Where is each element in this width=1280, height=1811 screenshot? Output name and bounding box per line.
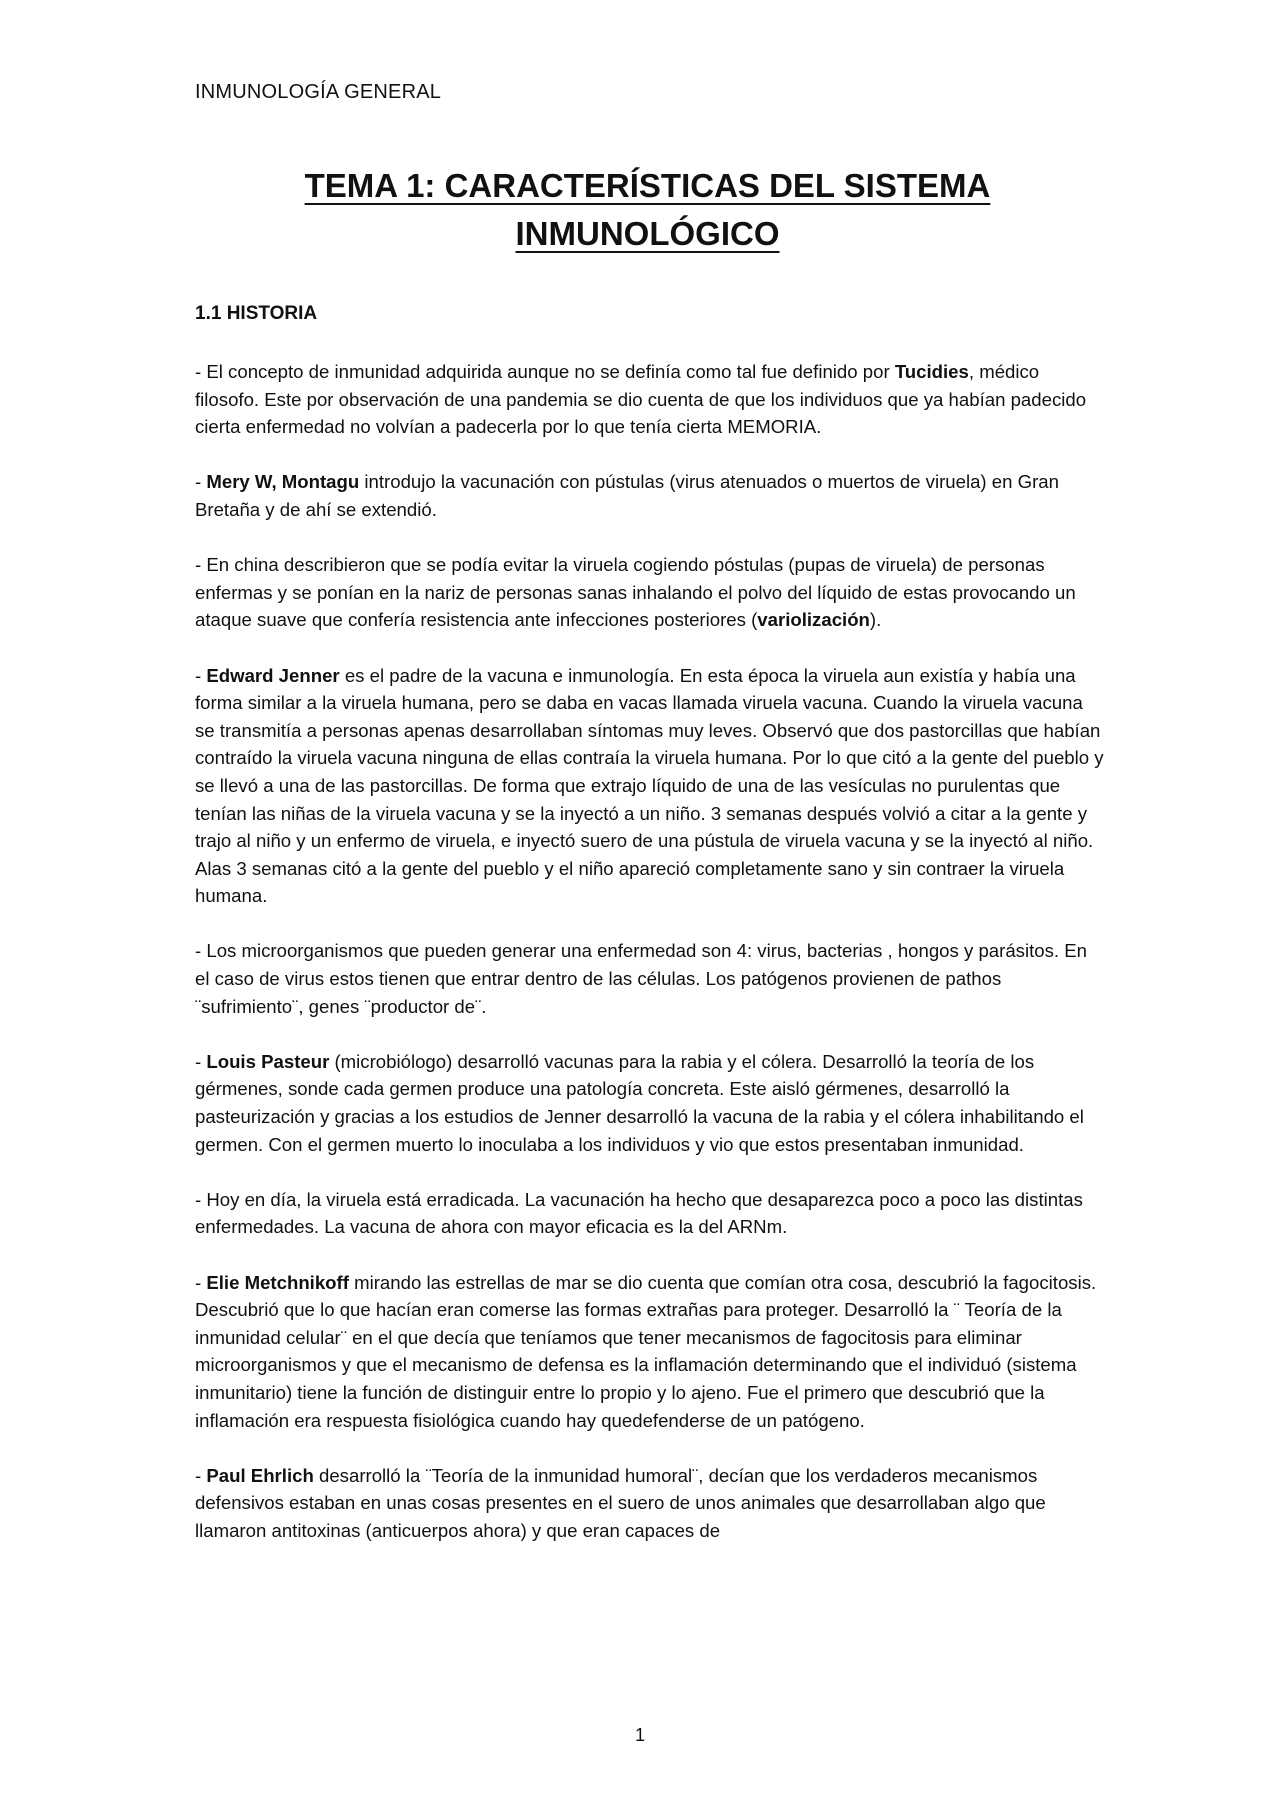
bold-text: Elie Metchnikoff bbox=[206, 1271, 349, 1293]
bold-text: Louis Pasteur bbox=[206, 1050, 330, 1072]
paragraph bbox=[195, 551, 1105, 634]
paragraph bbox=[195, 1048, 1105, 1158]
text-run: , médico filosofo. Este por observación de una pandemia se dio cuenta de que los individuos que ya habían padecido cierta enfermedad no volvían a padecerla por lo que tenía cierta MEMORIA. bbox=[195, 361, 1087, 438]
text-run: - Hoy en día, la viruela está erradicada. La vacunación ha hecho que desaparezca poco a poco las distintas enfermedades. La vacuna de ahora con mayor eficacia es la del ARNm. bbox=[195, 1188, 1083, 1238]
text-run: es el padre de la vacuna e inmunología. En esta época la viruela aun existía y había una forma similar a la viruela humana, pero se daba en vacas llamada viruela vacuna. Cuando la viruela vacuna se transmitía a personas apenas desarrollaban síntomas muy leves. Observó que dos pastorcillas que habían contraído la viruela vacuna ninguna de ellas contraía la viruela humana. Por lo que citó a la gente del pueblo y se llevó a una de las pastorcillas. De forma que extrajo líquido de una de las vesículas no purulentas que tenían las niñas de la viruela vacuna y se la inyectó a un niño. 3 semanas después volvió a citar a la gente y trajo al niño y un enfermo de viruela, e inyectó suero de una pústula de viruela vacuna y se la inyectó al niño. Alas 3 semanas citó a la gente del pueblo y el niño apareció completamente sano y sin contraer la viruela humana. bbox=[195, 664, 1104, 907]
text-run: - El concepto de inmunidad adquirida aunque no se definía como tal fue definido por bbox=[195, 361, 895, 382]
text-run: - En china describieron que se podía evitar la viruela cogiendo póstulas (pupas de viruela) de personas enfermas y se ponían en la nariz de personas sanas inhalando el polvo del líquido de estas provocando un ataque suave que confería resistencia ante infecciones posteriores ( bbox=[195, 554, 1076, 631]
text-run: desarrolló la ¨Teoría de la inmunidad humoral¨, decían que los verdaderos mecanismos defensivos estaban en unas cosas presentes en el suero de unos animales que desarrollaban algo que llamaron antitoxinas (anticuerpos ahora) y que eran capaces de bbox=[195, 1464, 1046, 1541]
body-text bbox=[195, 358, 1105, 1572]
paragraph bbox=[195, 1186, 1105, 1241]
bold-text: Paul Ehrlich bbox=[206, 1464, 314, 1486]
text-run: (microbiólogo) desarrolló vacunas para la rabia y el cólera. Desarrolló la teoría de los gérmenes, sonde cada germen produce una patología concreta. Este aisló gérmenes, desarrolló la pasteurización y gracias a los estudios de Jenner desarrolló la vacuna de la rabia y el cólera inhabilitando el germen. Con el germen muerto lo inoculaba a los individuos y vio que estos presentaban inmunidad. bbox=[195, 1050, 1084, 1155]
section-heading: 1.1 HISTORIA bbox=[195, 303, 318, 324]
paragraph bbox=[195, 1269, 1105, 1435]
paragraph bbox=[195, 358, 1105, 441]
document-title bbox=[195, 162, 1100, 258]
text-run: mirando las estrellas de mar se dio cuenta que comían otra cosa, descubrió la fagocitosis. Descubrió que lo que hacían eran comerse las formas extrañas para proteger. Desarrolló la ¨ Teoría de la inmunidad celular¨ en el que decía que teníamos que tener mecanismos de fagocitosis para eliminar microorganismos y que el mecanismo de defensa es la inflamación determinando que el individuó (sistema inmunitario) tiene la función de distinguir entre lo propio y lo ajeno. Fue el primero que descubrió que la inflamación era respuesta fisiológica cuando hay quedefenderse de un patógeno. bbox=[195, 1271, 1097, 1431]
text-run: - bbox=[195, 471, 207, 493]
text-run: - bbox=[195, 664, 207, 686]
text-run: - Los microorganismos que pueden generar una enfermedad son 4: virus, bacterias , hongos y parásitos. En el caso de virus estos tienen que entrar dentro de las células. Los patógenos provienen de pathos ¨sufrimiento¨, genes ¨productor de¨. bbox=[195, 940, 1087, 1017]
text-run: - bbox=[195, 1271, 207, 1293]
document-title-line-2: INMUNOLÓGICO bbox=[515, 215, 780, 252]
paragraph bbox=[195, 1462, 1105, 1545]
text-run: ). bbox=[869, 609, 882, 631]
text-run: introdujo la vacunación con pústulas (virus atenuados o muertos de viruela) en Gran Bretaña y de ahí se extendió. bbox=[195, 471, 1059, 520]
text-run: - bbox=[195, 1050, 207, 1072]
text-run: - bbox=[195, 1464, 207, 1486]
paragraph bbox=[195, 937, 1105, 1020]
running-header: INMUNOLOGÍA GENERAL bbox=[195, 81, 442, 103]
bold-text: Tucidies bbox=[894, 361, 969, 382]
bold-text: Edward Jenner bbox=[206, 664, 340, 686]
document-title-line-1: TEMA 1: CARACTERÍSTICAS DEL SISTEMA bbox=[304, 167, 991, 204]
paragraph bbox=[195, 468, 1105, 523]
paragraph bbox=[195, 662, 1105, 910]
bold-text: variolización bbox=[757, 609, 870, 631]
bold-text: Mery W, Montagu bbox=[206, 471, 360, 493]
page-number: 1 bbox=[634, 1725, 645, 1745]
